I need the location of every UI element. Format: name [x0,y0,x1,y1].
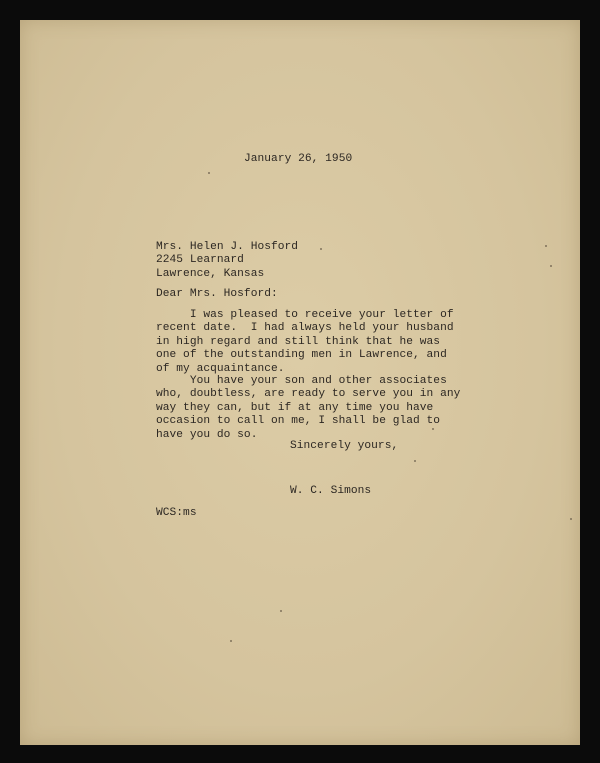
paper-speck [550,265,552,267]
closing: Sincerely yours, [290,440,399,452]
body-paragraph-2: You have your son and other associates who, doubtless, are ready to serve you in any way they can, but if at any time you have occasion to call on me, I shall be glad to have you do so. [156,375,461,441]
letter-page [20,20,580,745]
signer-name: W. C. Simons [290,485,372,497]
paper-speck [280,610,282,612]
reference-initials: WCS:ms [156,507,197,519]
paper-speck [230,640,232,642]
paper-speck [320,248,322,250]
salutation: Dear Mrs. Hosford: [156,288,278,300]
paper-speck [208,172,210,174]
paper-speck [545,245,547,247]
paper-speck [414,460,416,462]
recipient-address [156,241,298,281]
recipient-name: Mrs. Helen J. Hosford [156,241,299,253]
letter-date: January 26, 1950 [244,153,353,165]
paper-speck [432,428,434,430]
recipient-street: 2245 Learnard [156,254,244,267]
body-paragraph-1: I was pleased to receive your letter of recent date. I had always held your husband in high regard and still think that he was one of the outstanding men in Lawrence, and of my acquaintance. [156,309,454,375]
recipient-city: Lawrence, Kansas [156,267,265,280]
paper-speck [570,518,572,520]
